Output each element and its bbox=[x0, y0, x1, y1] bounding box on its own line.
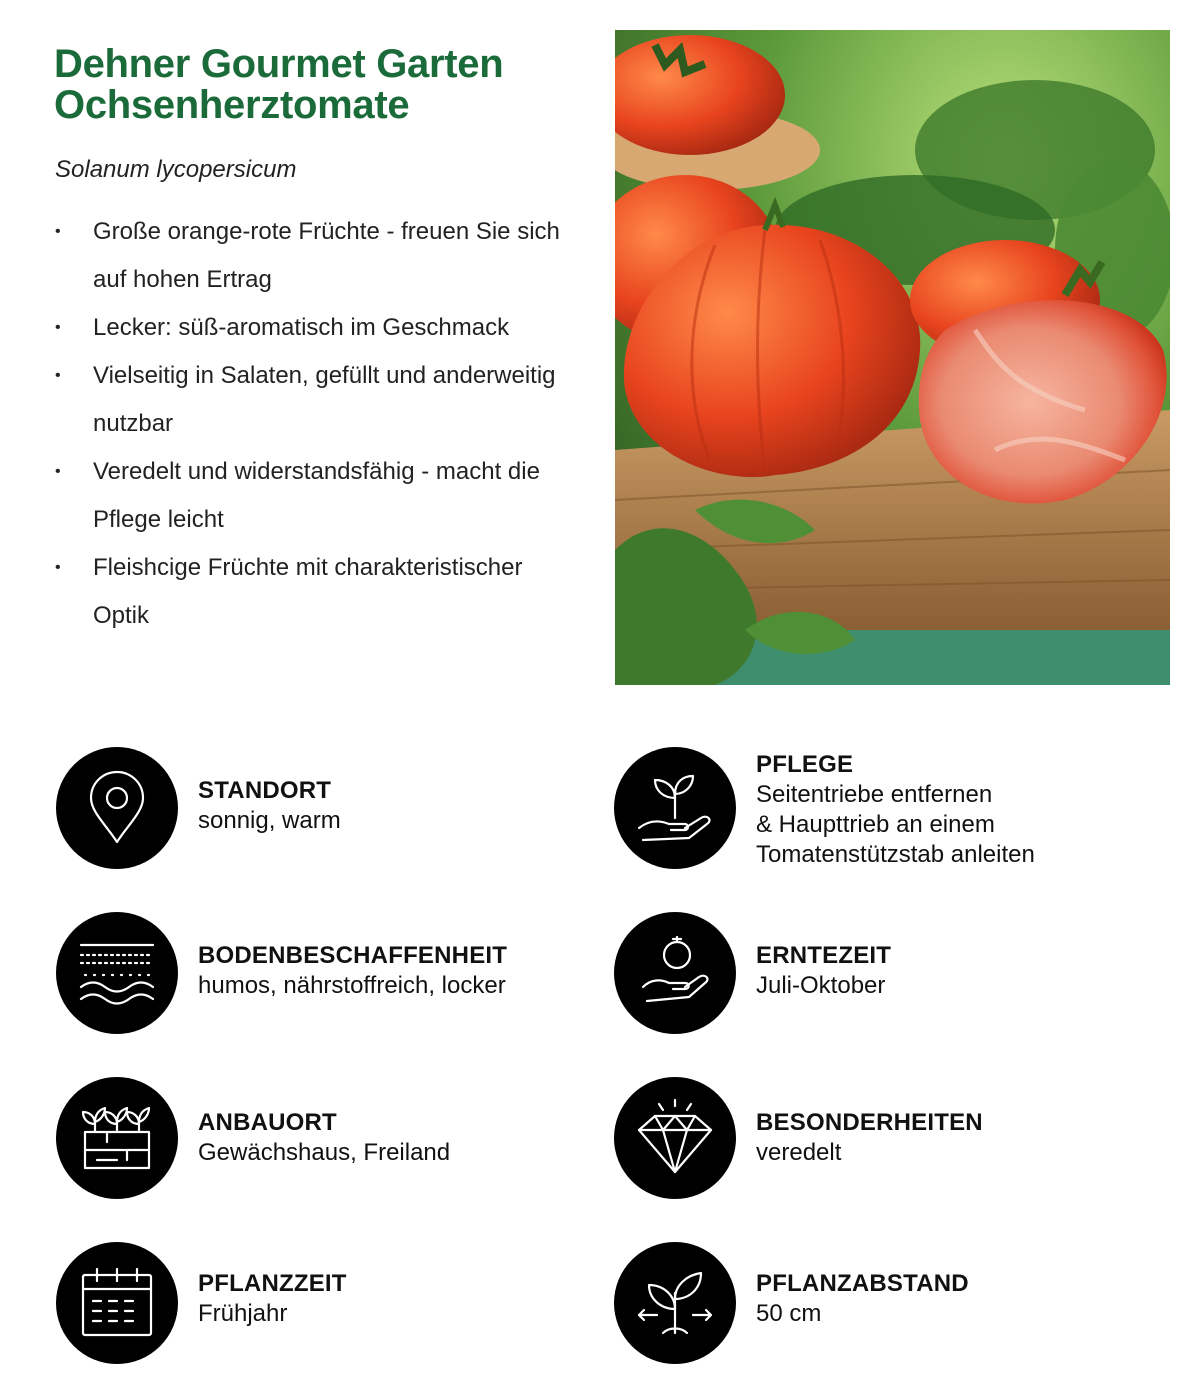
anbauort-label: ANBAUORT bbox=[198, 1109, 337, 1136]
seedling-hand-icon bbox=[614, 747, 736, 869]
feature-erntezeit bbox=[614, 912, 1134, 1034]
calendar-icon bbox=[56, 1242, 178, 1364]
boden-value: humos, nährstoffreich, locker bbox=[198, 972, 506, 999]
pflanzabstand-label: PFLANZABSTAND bbox=[756, 1270, 969, 1297]
feature-bodenbeschaffenheit bbox=[56, 912, 576, 1034]
latin-name: Solanum lycopersicum bbox=[55, 156, 297, 183]
product-title-line2: Ochsenherztomate bbox=[54, 83, 410, 127]
anbauort-value: Gewächshaus, Freiland bbox=[198, 1139, 451, 1166]
bullet-item: • Fleishcige Früchte mit charakteristischer Optik bbox=[55, 544, 575, 640]
bullet-item: • Vielseitig in Salaten, gefüllt und anderweitig nutzbar bbox=[55, 352, 575, 448]
feature-anbauort bbox=[56, 1077, 576, 1199]
erntezeit-label: ERNTEZEIT bbox=[756, 942, 892, 969]
product-title-line1: Dehner Gourmet Garten bbox=[54, 42, 504, 86]
bullet-item: • Veredelt und widerstandsfähig - macht die Pflege leicht bbox=[55, 448, 575, 544]
pflege-label: PFLEGE bbox=[756, 751, 854, 778]
diamond-icon bbox=[614, 1077, 736, 1199]
feature-pflanzabstand bbox=[614, 1242, 1134, 1364]
feature-pflege bbox=[614, 747, 1134, 869]
pflege-value: Seitentriebe entfernen & Haupttrieb an einem Tomatenstützstab anleiten bbox=[756, 781, 1035, 868]
standort-value: sonnig, warm bbox=[198, 807, 341, 834]
planter-box-icon bbox=[56, 1077, 178, 1199]
feature-pflanzzeit bbox=[56, 1242, 576, 1364]
product-title bbox=[54, 44, 503, 126]
tomato-photo-illustration bbox=[615, 30, 1170, 685]
pflanzabstand-value: 50 cm bbox=[756, 1300, 822, 1327]
pflanzzeit-label: PFLANZZEIT bbox=[198, 1270, 347, 1297]
erntezeit-value: Juli-Oktober bbox=[756, 972, 886, 999]
boden-label: BODENBESCHAFFENHEIT bbox=[198, 942, 508, 969]
bullet-item: • Große orange-rote Früchte - freuen Sie sich auf hohen Ertrag bbox=[55, 208, 575, 304]
besonderheiten-value: veredelt bbox=[756, 1139, 842, 1166]
fruit-hand-icon bbox=[614, 912, 736, 1034]
product-photo bbox=[615, 30, 1170, 685]
besonderheiten-label: BESONDERHEITEN bbox=[756, 1109, 983, 1136]
soil-layers-icon bbox=[56, 912, 178, 1034]
standort-label: STANDORT bbox=[198, 777, 332, 804]
plant-spacing-icon bbox=[614, 1242, 736, 1364]
feature-bullet-list bbox=[55, 208, 575, 640]
bullet-item: • Lecker: süß-aromatisch im Geschmack bbox=[55, 304, 575, 352]
pflanzzeit-value: Frühjahr bbox=[198, 1300, 288, 1327]
feature-besonderheiten bbox=[614, 1077, 1134, 1199]
location-pin-icon bbox=[56, 747, 178, 869]
feature-standort bbox=[56, 747, 576, 869]
